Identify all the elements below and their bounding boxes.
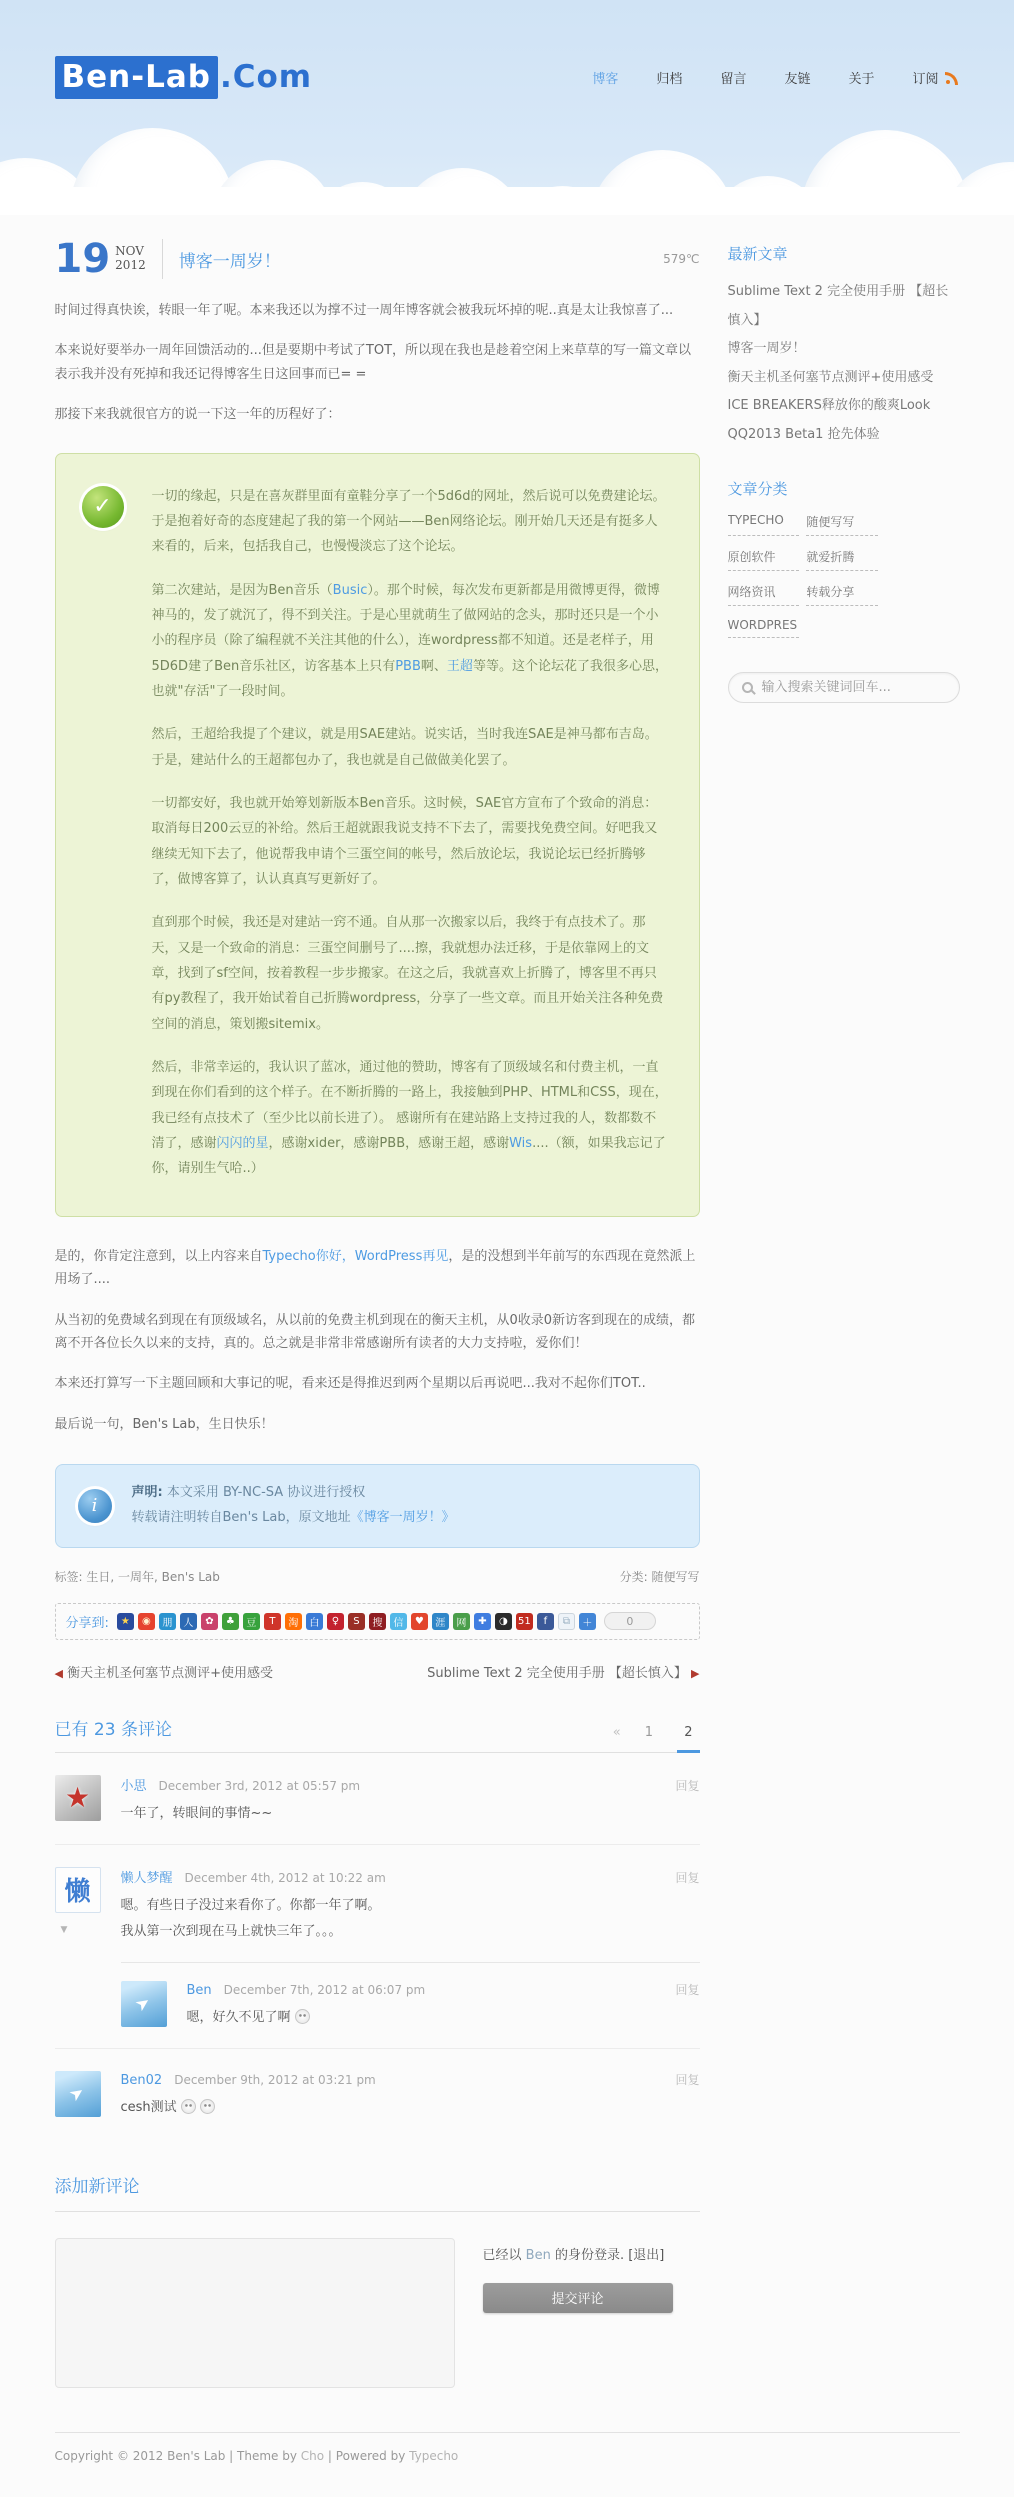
- logo-main-text: Ben-Lab: [55, 56, 218, 99]
- category-label: 分类:: [619, 1569, 648, 1584]
- tags-value[interactable]: 生日, 一周年, Ben's Lab: [86, 1569, 220, 1584]
- post-body: [55, 299, 700, 1681]
- share-counter: 0: [604, 1612, 656, 1630]
- share-icon-kaixin[interactable]: ♣: [222, 1613, 239, 1630]
- main-nav: [554, 68, 959, 87]
- comment-date: December 9th, 2012 at 03:21 pm: [174, 2072, 376, 2087]
- post-date-year: 2012: [115, 258, 146, 272]
- text-segment: 然后，王超给我提了个建议，就是用SAE建站。说实话，当时我连SAE是神马都布吉岛。于是，建站什么的王超都包办了，我也就是自己做做美化罢了。: [151, 727, 658, 768]
- categories-heading: 文章分类: [727, 479, 788, 498]
- rss-icon[interactable]: [945, 70, 960, 85]
- share-icon-baidu-space[interactable]: 白: [306, 1613, 323, 1630]
- intro-paragraph: 本来说好要举办一周年回馈活动的...但是要期中考试了TOT，所以现在我也是趁着空闲上来草草的写一篇文章以表示我并没有死掉和我还记得博客生日这回事而已= =: [54, 343, 692, 382]
- share-icon-feixin[interactable]: 信: [390, 1613, 407, 1630]
- add-comment-heading: 添加新评论: [55, 2172, 700, 2212]
- share-icon-sina-weibo[interactable]: ◉: [138, 1613, 155, 1630]
- share-label: 分享到:: [65, 1615, 109, 1631]
- comment: [55, 1753, 700, 1845]
- info-icon: i: [78, 1489, 112, 1523]
- closing-paragraph: [55, 1309, 700, 1356]
- intro-paragraph: 时间过得真快诶，转眼一年了呢。本来我还以为撑不过一周年博客就会被我玩坏掉的呢..真是太让我惊喜了...: [54, 303, 674, 318]
- milestone-box: [55, 453, 700, 1217]
- nav-item-links[interactable]: 友链: [784, 72, 811, 87]
- share-icon-sohu-weibo[interactable]: S: [348, 1613, 365, 1630]
- collapse-thread-icon[interactable]: ▼: [60, 1924, 68, 1935]
- commenter-name[interactable]: 小思: [120, 1778, 147, 1794]
- share-icon-copy-link[interactable]: ⧉: [558, 1613, 575, 1630]
- license-label: 声明:: [131, 1485, 163, 1501]
- nav-item-guestbook[interactable]: 留言: [720, 72, 747, 87]
- login-status: 已经以 Ben 的身份登录. [退出]: [482, 2247, 665, 2263]
- prev-post-link[interactable]: ◀ 衡天主机圣何塞节点测评+使用感受: [54, 1665, 274, 1681]
- comment-reply: [121, 1962, 700, 2030]
- search-box: [728, 672, 960, 703]
- commenter-name[interactable]: 懒人梦醒: [120, 1870, 173, 1886]
- text-segment: ，是的没想到半年前写的东西现在竟然派上用场了....: [54, 1248, 696, 1288]
- share-icon-facebook[interactable]: f: [537, 1613, 554, 1630]
- category-link[interactable]: 随便写写: [806, 513, 878, 536]
- comments-section: [55, 1715, 700, 2138]
- post-header: [54, 236, 700, 282]
- reply-link[interactable]: 回复: [675, 1778, 700, 1793]
- share-icons: [113, 1613, 596, 1630]
- site-footer: [55, 2432, 960, 2497]
- category-link[interactable]: 原创软件: [728, 548, 800, 571]
- commenter-avatar: [55, 1775, 101, 1821]
- commenter-avatar: [55, 2071, 101, 2117]
- post-date-day: 19: [54, 236, 111, 282]
- share-icon-renmin-weibo[interactable]: ♀: [327, 1613, 344, 1630]
- comment-text: cesh测试: [121, 2096, 700, 2120]
- recent-post-link[interactable]: QQ2013 Beta1 抢先体验: [727, 426, 880, 442]
- commenter-avatar: [121, 1981, 167, 2027]
- share-icon-pengyou[interactable]: 朋: [159, 1613, 176, 1630]
- emoji-icon: [200, 2099, 215, 2114]
- recent-post-link[interactable]: 衡天主机圣何塞节点测评+使用感受: [727, 369, 934, 385]
- text-segment: 一切都安好，我也就开始筹划新版本Ben音乐。这时候，SAE官方宣布了个致命的消息：取消每日200云豆的补给。然后王超就跟我说支持不下去了，需要找免费空间。好吧我又继续无知下去了，他说帮我申请个三蛋空间的帐号，然后放论坛，我说论坛已经折腾够了，做博客算了，认认真真写更新好了。: [151, 796, 658, 888]
- milestone-paragraph: [152, 791, 669, 892]
- search-input[interactable]: [762, 680, 946, 695]
- post-date-month: NOV: [115, 244, 144, 259]
- submit-comment-button[interactable]: 提交评论: [483, 2283, 673, 2313]
- closing-paragraph: [55, 1413, 700, 1436]
- text-segment: | Powered by: [324, 2448, 410, 2463]
- pagination-page-2-active[interactable]: 2: [677, 1725, 699, 1753]
- site-header: [0, 0, 1014, 215]
- text-segment: 然后，非常幸运的，我认识了蓝冰，通过他的赞助，博客有了顶级域名和付费主机，一直到现在你们看到的这个样子。在不断折腾的一路上，我接触到PHP、HTML和CSS，现在，我已经有点技术了（至少比以前长进了）。 感谢所有在建站路上支持过我的人，数都数不清了，感谢: [151, 1060, 668, 1152]
- inline-link[interactable]: Typecho: [409, 2448, 459, 2463]
- inline-link[interactable]: Wis: [509, 1136, 533, 1152]
- intro-paragraph: 那接下来我就很官方的说一下这一年的历程好了：: [54, 407, 341, 423]
- nav-item-archives[interactable]: 归档: [656, 72, 683, 87]
- pagination-prev[interactable]: «: [612, 1724, 621, 1740]
- comment: [55, 2049, 700, 2138]
- emoji-icon: [181, 2099, 196, 2114]
- post-meta: [55, 1568, 700, 1585]
- text-segment: ....（额，如果我忘记了你，请别生气哈..）: [151, 1136, 666, 1177]
- reply-link[interactable]: 回复: [675, 1870, 700, 1885]
- inline-link[interactable]: 闪闪的星: [216, 1136, 269, 1152]
- share-icon-tencent-weibo[interactable]: T: [264, 1613, 281, 1630]
- post: [54, 236, 700, 1681]
- recent-post-link[interactable]: 博客一周岁！: [727, 341, 806, 357]
- share-icon-sogou[interactable]: 搜: [369, 1613, 386, 1630]
- category-link[interactable]: 网络资讯: [728, 583, 800, 606]
- post-date: [54, 236, 146, 282]
- post-views: 579℃: [663, 252, 700, 266]
- categories-list: [728, 513, 960, 650]
- recent-posts-heading: 最新文章: [727, 245, 788, 263]
- emoji-icon: [295, 2009, 310, 2024]
- text-segment: 最后说一句，Ben's Lab，生日快乐！: [54, 1416, 274, 1432]
- recent-post-link[interactable]: Sublime Text 2 完全使用手册 【超长慎入】: [727, 284, 949, 328]
- milestone-paragraph: [152, 1055, 669, 1182]
- logout-link[interactable]: [退出]: [628, 2247, 665, 2263]
- text-segment: 第二次建站，是因为Ben音乐（: [151, 582, 333, 598]
- share-icon-baidu-hi[interactable]: ✿: [201, 1613, 218, 1630]
- category-link[interactable]: 就爱折腾: [806, 548, 878, 571]
- paper-plane-icon: ➤: [131, 1991, 156, 2016]
- category-link[interactable]: 转载分享: [806, 583, 878, 606]
- text-segment: Copyright © 2012 Ben's Lab | Theme by: [54, 2448, 301, 2463]
- share-icon-msn[interactable]: ✚: [474, 1613, 491, 1630]
- main-column: [54, 236, 700, 2388]
- inline-link[interactable]: Busic: [332, 582, 368, 598]
- category-link[interactable]: TYPECHO: [728, 513, 800, 536]
- left-arrow-icon: ◀: [54, 1666, 63, 1680]
- commenter-name[interactable]: Ben: [186, 1982, 212, 1998]
- share-icon-meilishuo[interactable]: ♥: [411, 1613, 428, 1630]
- closing-paragraph: [55, 1372, 700, 1395]
- next-post-link[interactable]: Sublime Text 2 完全使用手册 【超长慎入】 ▶: [427, 1665, 700, 1681]
- recent-posts-list: [728, 278, 960, 450]
- text-segment: ，感谢xider，感谢PBB，感谢王超，感谢: [268, 1136, 510, 1152]
- inline-link[interactable]: 王超: [446, 658, 473, 674]
- reply-link[interactable]: 回复: [675, 2072, 700, 2087]
- comment-form-section: [55, 2172, 700, 2388]
- comment-text: 我从第一次到现在马上就快三年了。。。: [120, 1923, 342, 1939]
- text-segment: 等等。这个论坛花了我很多心思，也就"存活"了一段时间。: [151, 658, 668, 699]
- tags-label: 标签:: [54, 1569, 83, 1584]
- clouds-decoration: [0, 120, 1014, 215]
- share-icon-more[interactable]: ＋: [579, 1613, 596, 1630]
- login-user-link[interactable]: Ben: [525, 2247, 551, 2263]
- commenter-name[interactable]: Ben02: [120, 2072, 163, 2088]
- comment-text: 一年了，转眼间的事情~~: [120, 1805, 273, 1821]
- comment-date: December 3rd, 2012 at 05:57 pm: [158, 1778, 361, 1793]
- copyright-text: [55, 2449, 960, 2463]
- comment-textarea[interactable]: [55, 2238, 455, 2388]
- reply-link[interactable]: 回复: [675, 1982, 700, 1997]
- license-line: [132, 1481, 455, 1506]
- milestone-paragraph: [152, 722, 669, 773]
- site-logo[interactable]: [55, 59, 313, 95]
- milestone-paragraph: [152, 484, 669, 560]
- text-segment: 一切的缘起，只是在喜灰群里面有童鞋分享了一个5d6d的网址，然后说可以免费建论坛。于是抱着好奇的态度建起了我的第一个网站——Ben网络论坛。刚开始几天还是有挺多人来看的，后来，包括我自己，也慢慢淡忘了这个论坛。: [151, 488, 666, 555]
- inline-link[interactable]: Cho: [300, 2448, 325, 2463]
- share-icon-qzone[interactable]: ★: [117, 1613, 134, 1630]
- comment-date: December 7th, 2012 at 06:07 pm: [223, 1982, 426, 1997]
- star-icon: ★: [64, 1781, 91, 1815]
- text-segment: 直到那个时候，我还是对建站一窍不通。自从那一次搬家以后，我终于有点技术了。那天，又是一个致命的消息：三蛋空间删号了....擦，我就想办法迁移，于是依靠网上的文章，找到了sf空间，按着教程一步步搬家。在这之后，我就喜欢上折腾了，博客里不再只有py教程了，我开始试着自己折腾wordpress，分享了一些文章。而且开始关注各种免费空间的消息，策划搬sitemix。: [151, 915, 664, 1032]
- comments-pagination: [593, 1725, 700, 1740]
- repost-text: 转载请注明转自Ben's Lab，原文地址: [131, 1509, 351, 1525]
- milestone-paragraph: [152, 578, 669, 705]
- logo-suffix-text: .Com: [219, 59, 313, 95]
- comment-text: 嗯，好久不见了啊: [187, 2006, 700, 2030]
- pagination-page-1[interactable]: 1: [644, 1724, 654, 1740]
- post-navigation: [55, 1662, 700, 1681]
- share-icon-taobao[interactable]: 淘: [285, 1613, 302, 1630]
- text-segment: ）。那个时候，每次发布更新都是用微博更得，微博神马的，发了就沉了，得不到关注。于是心里就萌生了做网站的念头，那时还只是一个小小的程序员（除了编程就不关注其他的什么），连wordpress都不知道。还是老样子，用5D6D建了Ben音乐社区，访客基本上只有: [151, 582, 660, 674]
- closing-paragraph: [55, 1245, 700, 1292]
- comment: [55, 1845, 700, 2049]
- license-notice: [55, 1464, 700, 1547]
- search-icon: [742, 682, 753, 693]
- recent-post-link[interactable]: ICE BREAKERS释放你的酸爽Look: [727, 398, 931, 414]
- comments-heading: 已有 23 条评论: [54, 1719, 172, 1740]
- share-icon-tianya[interactable]: 涯: [432, 1613, 449, 1630]
- repost-line: [132, 1506, 455, 1531]
- post-category: [620, 1568, 700, 1585]
- right-arrow-icon: ▶: [691, 1666, 700, 1680]
- comment-date: December 4th, 2012 at 10:22 am: [184, 1870, 386, 1885]
- category-value[interactable]: 随便写写: [651, 1569, 700, 1584]
- inline-link[interactable]: PBB: [395, 658, 421, 674]
- text-segment: 本来还打算写一下主题回顾和大事记的呢，看来还是得推迟到两个星期以后再说吧...我对不起你们TOT..: [54, 1376, 646, 1392]
- comment-text: 嗯。有些日子没过来看你了。你都一年了啊。: [120, 1897, 381, 1913]
- share-icon-xinhua[interactable]: 网: [453, 1613, 470, 1630]
- category-link[interactable]: WORDPRES: [728, 618, 800, 638]
- share-icon-douban[interactable]: 豆: [243, 1613, 260, 1630]
- share-icon-renren[interactable]: 人: [180, 1613, 197, 1630]
- inline-link[interactable]: Typecho你好，WordPress再见: [262, 1248, 449, 1264]
- paper-plane-icon: ➤: [65, 2081, 90, 2106]
- share-icon-51com[interactable]: 51: [516, 1613, 533, 1630]
- nav-item-subscribe[interactable]: 订阅: [912, 72, 939, 87]
- original-article-link[interactable]: 《博客一周岁！》: [350, 1509, 455, 1525]
- divider: [162, 239, 163, 279]
- nav-item-about[interactable]: 关于: [848, 72, 875, 87]
- milestone-paragraph: [152, 910, 669, 1037]
- text-segment: 从当初的免费域名到现在有顶级域名，从以前的免费主机到现在的衡天主机，从0收录0新访客到现在的成绩，都离不开各位长久以来的支持，真的。总之就是非常非常感谢所有读者的大力支持啦，爱你们！: [54, 1312, 696, 1351]
- milestone-content: [152, 484, 669, 1182]
- commenter-avatar: 懒: [55, 1867, 101, 1913]
- nav-item-blog[interactable]: 博客: [592, 72, 619, 87]
- sidebar: [728, 239, 960, 703]
- share-bar: [55, 1603, 700, 1640]
- share-icon-yiguan[interactable]: ◑: [495, 1613, 512, 1630]
- check-icon: ✓: [82, 486, 124, 528]
- post-title[interactable]: 博客一周岁！: [178, 251, 281, 272]
- text-segment: 是的，你肯定注意到，以上内容来自: [54, 1248, 263, 1264]
- post-tags: [55, 1568, 220, 1585]
- license-text: 本文采用 BY-NC-SA 协议进行授权: [166, 1485, 366, 1501]
- text-segment: 啊、: [420, 658, 447, 674]
